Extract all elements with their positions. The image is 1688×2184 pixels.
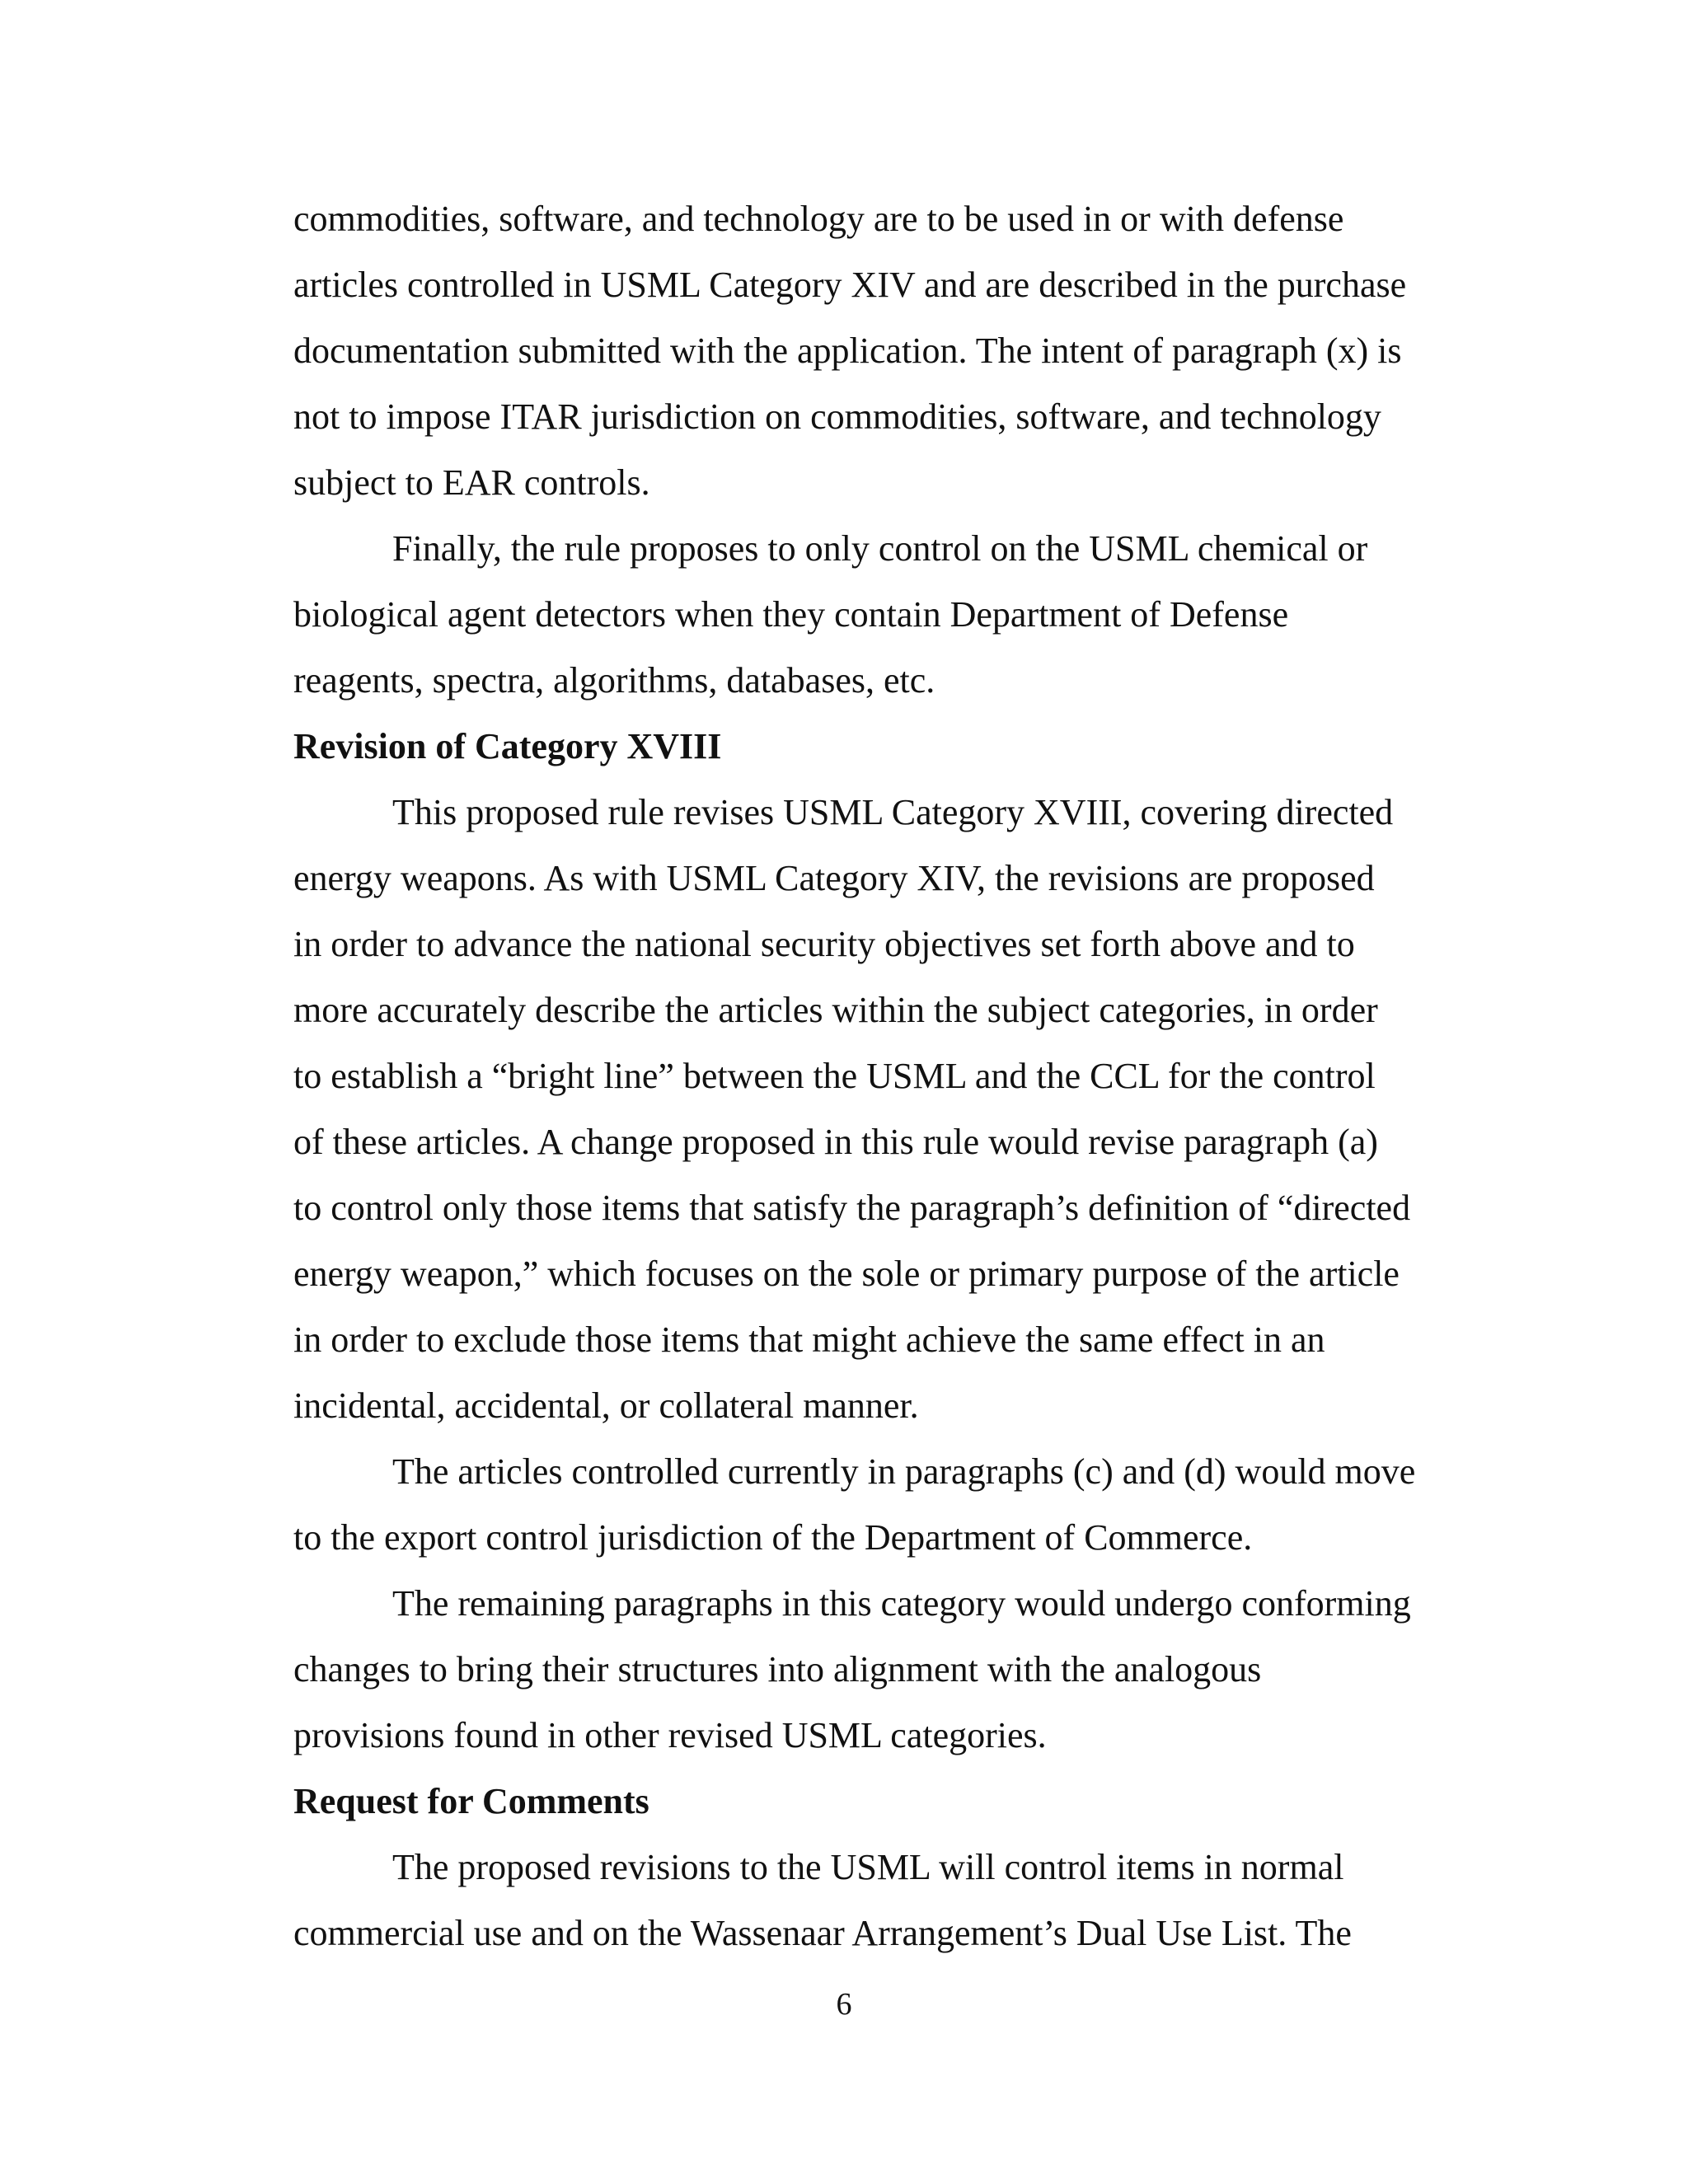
text-line: not to impose ITAR jurisdiction on commodities, software, and technology (293, 396, 1381, 437)
text-line: subject to EAR controls. (293, 462, 650, 503)
text-line: Finally, the rule proposes to only control on the USML chemical or (392, 528, 1368, 569)
text-line: articles controlled in USML Category XIV and are described in the purchase (293, 265, 1407, 305)
text-line: of these articles. A change proposed in this rule would revise paragraph (a) (293, 1122, 1378, 1162)
text-line: energy weapons. As with USML Category XIV, the revisions are proposed (293, 858, 1375, 898)
text-line: in order to exclude those items that might achieve the same effect in an (293, 1319, 1325, 1360)
text-line: commercial use and on the Wassenaar Arrangement’s Dual Use List. The (293, 1913, 1352, 1953)
text-line: The remaining paragraphs in this category would undergo conforming (392, 1583, 1411, 1624)
text-line: The articles controlled currently in paragraphs (c) and (d) would move (392, 1451, 1416, 1492)
text-line: energy weapon,” which focuses on the sole or primary purpose of the article (293, 1254, 1400, 1294)
text-line: The proposed revisions to the USML will control items in normal (392, 1847, 1344, 1887)
text-line: changes to bring their structures into alignment with the analogous (293, 1649, 1262, 1690)
text-line: commodities, software, and technology are to be used in or with defense (293, 199, 1344, 239)
text-line: to the export control jurisdiction of the Department of Commerce. (293, 1517, 1253, 1558)
text-line: reagents, spectra, algorithms, databases, etc. (293, 660, 935, 701)
section-heading: Revision of Category XVIII (293, 726, 722, 766)
text-line: documentation submitted with the application. The intent of paragraph (x) is (293, 330, 1402, 371)
text-line: to establish a “bright line” between the USML and the CCL for the control (293, 1056, 1376, 1096)
text-line: This proposed rule revises USML Category XVIII, covering directed (392, 792, 1394, 832)
document-body (293, 186, 1480, 1966)
text-line: incidental, accidental, or collateral manner. (293, 1385, 919, 1426)
text-line: to control only those items that satisfy the paragraph’s definition of “directed (293, 1188, 1411, 1228)
page-number: 6 (836, 1987, 852, 2022)
text-line: more accurately describe the articles within the subject categories, in order (293, 990, 1378, 1030)
text-line: biological agent detectors when they contain Department of Defense (293, 594, 1289, 635)
text-line: provisions found in other revised USML categories. (293, 1715, 1047, 1755)
section-heading: Request for Comments (293, 1781, 649, 1821)
text-line: in order to advance the national security objectives set forth above and to (293, 924, 1355, 964)
